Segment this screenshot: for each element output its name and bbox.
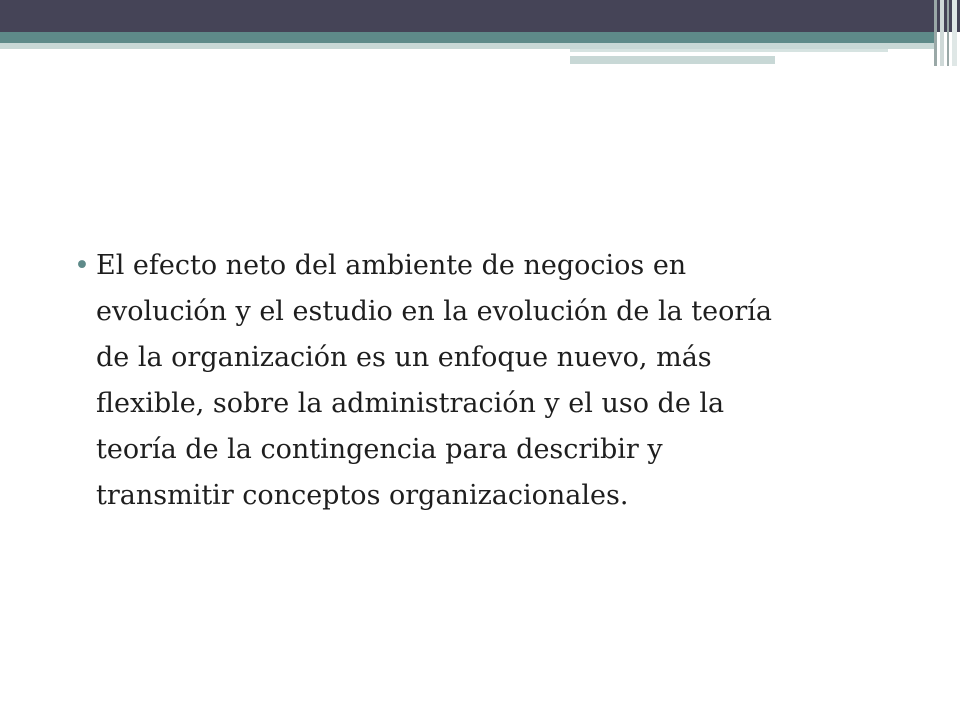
slide-body <box>74 243 894 519</box>
bullet-line-1: El efecto neto del ambiente de negocios en <box>96 250 687 281</box>
bullet-line-3: de la organización es un enfoque nuevo, más <box>96 342 712 373</box>
bullet-line-4: flexible, sobre la administración y el uso de la <box>96 388 725 419</box>
bullet-line-5: teoría de la contingencia para describir y <box>96 434 663 465</box>
header-accent-block <box>570 56 775 64</box>
bullet-line-2: evolución y el estudio en la evolución de la teoría <box>96 296 773 327</box>
bullet-item <box>74 243 894 519</box>
bullet-icon: • <box>74 250 90 281</box>
corner-stripes-decoration <box>932 0 960 66</box>
header-accent-line <box>570 49 888 52</box>
header-bar-dark <box>0 0 960 32</box>
header-bar-teal <box>0 32 935 43</box>
bullet-line-6: transmitir conceptos organizacionales. <box>96 480 629 511</box>
